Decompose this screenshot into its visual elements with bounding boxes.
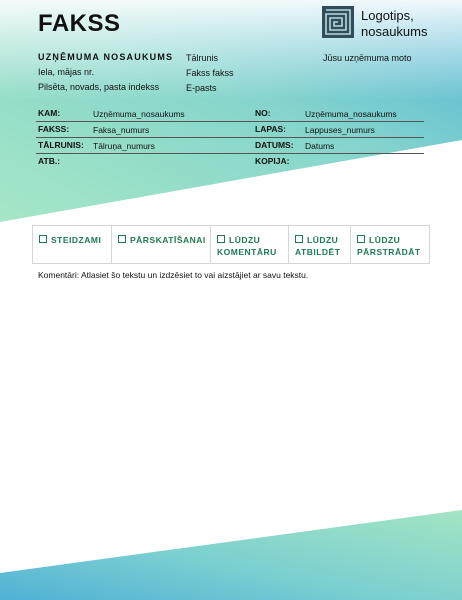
fax-label: FAKSS: (38, 124, 70, 134)
street-address: Iela, mājas nr. (38, 67, 95, 77)
checkbox-label-line2: PĀRSTRĀDĀT (357, 247, 421, 257)
cc-label: KOPIJA: (255, 156, 290, 166)
checkbox-label-line2: KOMENTĀRU (217, 247, 277, 257)
checkbox-comment[interactable] (211, 226, 289, 263)
bottom-gradient-band (0, 510, 462, 600)
checkbox-label: PĀRSKATĪŠANAI (130, 235, 206, 245)
sender-fax: Fakss fakss (186, 68, 234, 78)
logo-icon (322, 6, 354, 38)
checkbox-label: STEIDZAMI (51, 235, 102, 245)
company-name: UZŅĒMUMA NOSAUKUMS (38, 52, 174, 62)
company-motto: Jūsu uzņēmuma moto (323, 53, 412, 63)
checkbox-label: LŪDZU (307, 235, 339, 245)
checkbox-label: LŪDZU (229, 235, 261, 245)
pages-value[interactable]: Lappuses_numurs (305, 125, 375, 135)
checkbox-urgent[interactable] (33, 226, 112, 263)
sender-email: E-pasts (186, 83, 217, 93)
checkbox-label-line2: ATBILDĒT (295, 247, 341, 257)
to-label: KAM: (38, 108, 61, 118)
checkbox-recycle[interactable] (351, 226, 429, 263)
checkbox-icon (118, 235, 126, 243)
date-value[interactable]: Datums (305, 141, 335, 151)
checkbox-review[interactable] (112, 226, 211, 263)
field-divider (36, 137, 424, 138)
checkbox-icon (357, 235, 365, 243)
checkbox-reply[interactable] (289, 226, 351, 263)
re-label: ATB.: (38, 156, 61, 166)
checkbox-icon (39, 235, 47, 243)
phone-label: TĀLRUNIS: (38, 140, 84, 150)
sender-phone: Tālrunis (186, 53, 219, 63)
fax-value[interactable]: Faksa_numurs (93, 125, 150, 135)
date-label: DATUMS: (255, 140, 294, 150)
logo-text-line2: nosaukums (361, 24, 428, 39)
fax-title: FAKSS (38, 10, 121, 37)
field-divider (36, 153, 424, 154)
from-label: NO: (255, 108, 271, 118)
phone-value[interactable]: Tālruņa_numurs (93, 141, 155, 151)
pages-label: LAPAS: (255, 124, 287, 134)
from-value[interactable]: Uzņēmuma_nosaukums (305, 109, 397, 119)
checkbox-icon (295, 235, 303, 243)
logo-name (361, 8, 427, 40)
checkbox-icon (217, 235, 225, 243)
to-value[interactable]: Uzņēmuma_nosaukums (93, 109, 185, 119)
checkbox-row (32, 225, 430, 264)
field-divider (36, 121, 424, 122)
comments-text[interactable]: Komentāri: Atlasiet šo tekstu un izdzēsiet to vai aizstājiet ar savu tekstu. (38, 270, 309, 280)
city-address: Pilsēta, novads, pasta indekss (38, 82, 160, 92)
checkbox-label: LŪDZU (369, 235, 401, 245)
logo-text-line1: Logotips, (361, 8, 414, 23)
